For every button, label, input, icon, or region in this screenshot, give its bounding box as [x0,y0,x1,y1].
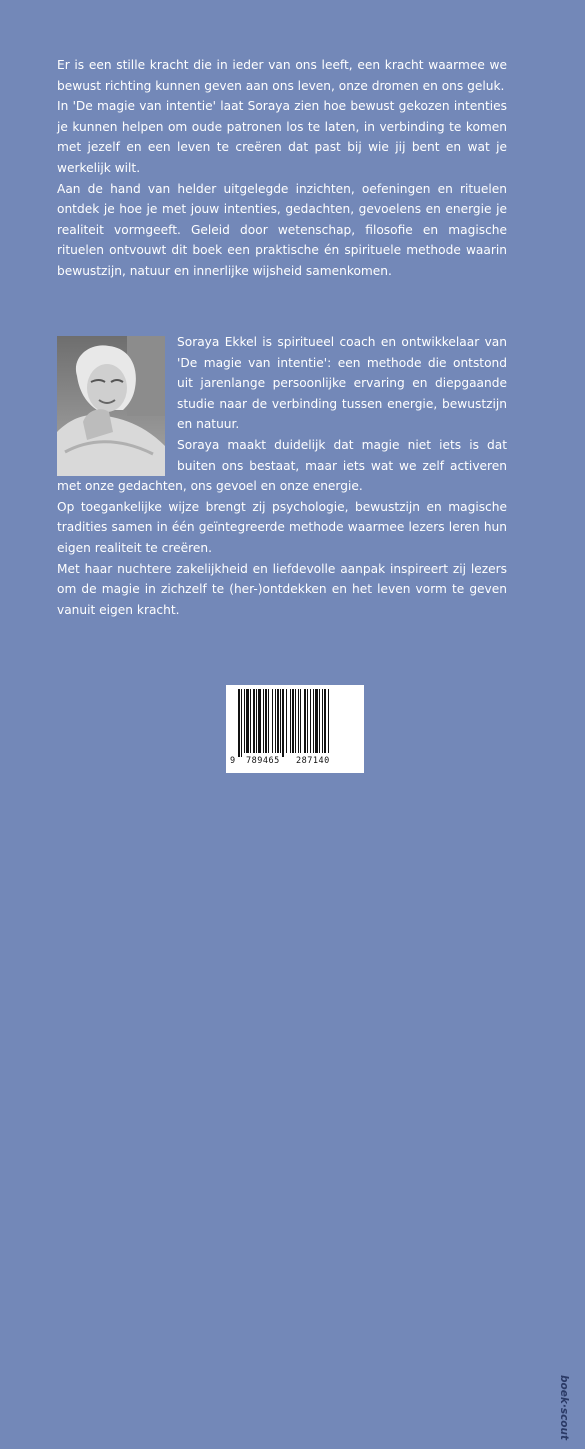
barcode-bar [313,689,314,753]
barcode-right-group: 287140 [296,756,330,766]
barcode-bar [253,689,255,753]
barcode-left-group: 789465 [246,756,280,766]
barcode-bar [256,689,257,753]
barcode-bar [258,689,261,753]
barcode-bar [324,689,326,753]
barcode-prefix: 9 [230,756,236,766]
intro-paragraph-2: In 'De magie van intentie' laat Soraya zien hoe bewust gekozen intenties je kunnen helpen om oude patronen los te laten, in verbinding te komen met jezelf en een leven te creëren dat past bij wie jij bent en wat je werkelijk wilt. [57,99,507,175]
barcode-bar [277,689,279,753]
barcode-bar [319,689,320,753]
barcode-bar [290,689,291,753]
barcode-bar [282,689,284,757]
author-bio [57,332,507,620]
barcode [226,685,570,1441]
barcode-bar [298,689,299,753]
barcode-bar [328,689,329,753]
barcode-bar [272,689,273,753]
author-portrait-image [57,336,165,476]
intro-text [57,55,507,282]
barcode-bar [280,689,281,753]
barcode-bar [238,689,240,757]
barcode-bar [250,689,251,753]
barcode-bar [315,689,318,753]
barcode-bar [300,689,301,753]
bio-paragraph-3: Op toegankelijke wijze brengt zij psychologie, bewustzijn en magische tradities samen in één geïntegreerde methode waarmee lezers leren hun eigen realiteit te creëren. [57,499,507,555]
barcode-bar [292,689,294,753]
barcode-bar [246,689,249,753]
barcode-bar [263,689,264,753]
barcode-bar [304,689,306,753]
bio-paragraph-2: Soraya maakt duidelijk dat magie niet iets is dat buiten ons bestaat, maar iets wat we zelf activeren met onze gedachten, ons gevoel en onze energie. [57,437,507,494]
bio-paragraph-1: Soraya Ekkel is spiritueel coach en ontwikkelaar van 'De magie van intentie': een methode die ontstond uit jarenlange persoonlijke ervaring en diepgaande studie naar de verbinding tussen energie, bewustzijn en natuur. [177,335,507,432]
barcode-bar [310,689,311,753]
barcode-bar [286,689,287,753]
barcode-bar [307,689,308,753]
intro-paragraph-3: Aan de hand van helder uitgelegde inzichten, oefeningen en rituelen ontdek je hoe je met jouw intenties, gedachten, gevoelens en energie je realiteit vormgeeft. Geleid door wetenschap, filosofie en magische rituelen ontvouwt dit boek een praktische én spirituele methode waarin bewustzijn, natuur en innerlijke wijsheid samenkomen. [57,181,507,278]
barcode-bar [244,689,245,753]
barcode-bar [241,689,242,757]
barcode-bar [295,689,296,753]
barcode-bar [268,689,269,753]
barcode-bar [265,689,267,753]
bio-paragraph-4: Met haar nuchtere zakelijkheid en liefdevolle aanpak inspireert zij lezers om de magie in zichzelf te (her-)ontdekken en het leven vorm te geven vanuit eigen kracht. [57,561,507,617]
author-photo [57,336,165,476]
barcode-bar [322,689,323,753]
publisher-logo [558,1375,585,1449]
publisher-logo-text: boek·scout [558,1375,570,1441]
barcode-bar [275,689,276,753]
intro-paragraph-1: Er is een stille kracht die in ieder van ons leeft, een kracht waarmee we bewust richting kunnen geven aan ons leven, onze dromen en ons geluk. [57,58,507,93]
